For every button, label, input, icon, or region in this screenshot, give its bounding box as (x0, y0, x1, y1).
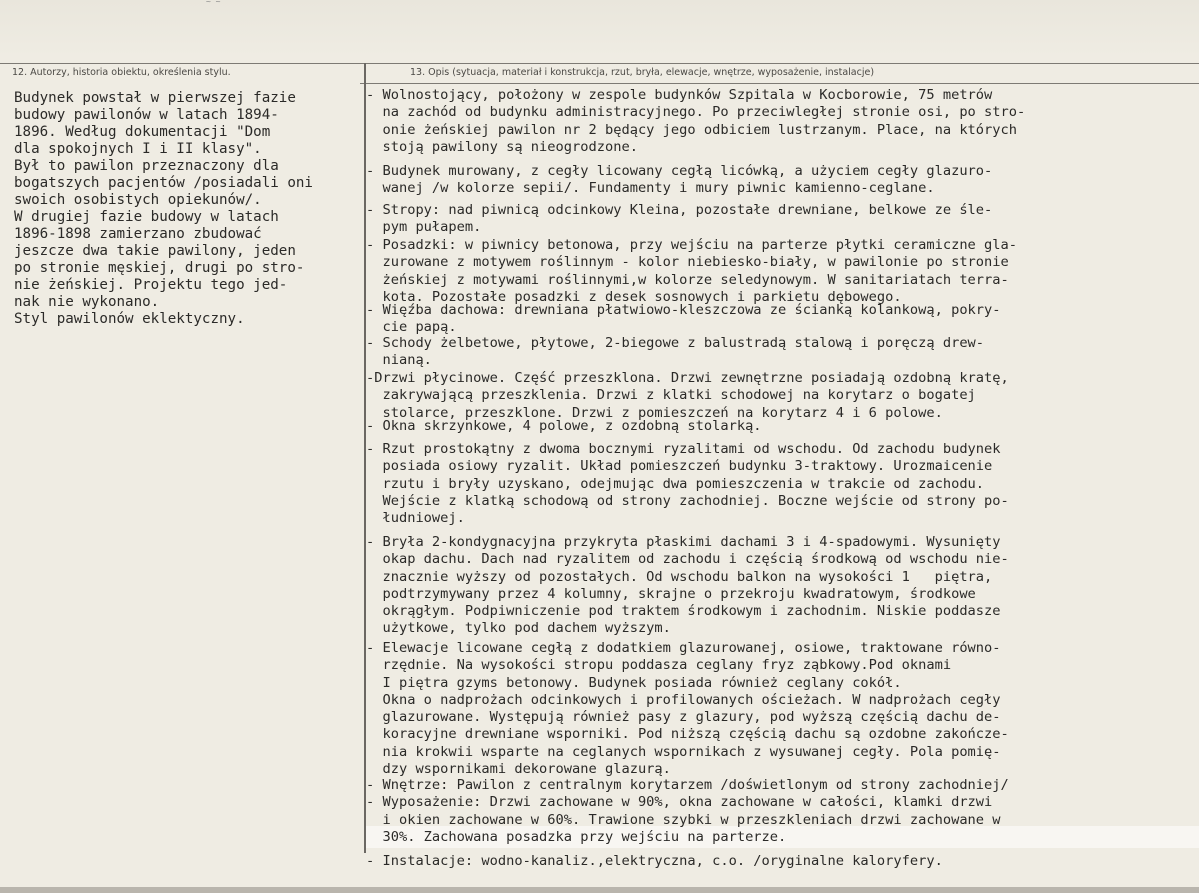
header-rule (0, 63, 1199, 64)
description-item-massing: - Bryła 2-kondygnacyjna przykryta płaskimi dachami 3 i 4-spadowymi. Wysunięty okap dachu. Dach nad ryzalitem od zachodu i częścią środkową od wschodu nie- znacznie wyższy od pozostałych. Od wschodu balkon na wysokości 1 piętra, podtrzymywany przez 4 kolumny, skrajne o przekroju kwadratowym, środkowe okrągłym. Podpiwniczenie pod traktem środkowym i zachodnim. Niskie poddasze użytkowe, tylko pod dachem wyższym. (366, 534, 1009, 637)
section-13-header: 13. Opis (sytuacja, materiał i konstrukcja, rzut, bryła, elewacje, wnętrze, wyposażenie, instalacje) (410, 67, 875, 78)
description-item-material: - Budynek murowany, z cegły licowany cegłą licówką, a użyciem cegły glazuro- wanej /w kolorze sepii/. Fundamenty i mury piwnic kamienno-ceglane. (366, 163, 993, 197)
description-item-floors: - Posadzki: w piwnicy betonowa, przy wejściu na parterze płytki ceramiczne gla- zurowane z motywem roślinnym - kolor niebiesko-biały, w pawilonie po stronie żeńskiej z motywami roślinnymi,w kolorze seledynowym. W sanitariatach terra- kota. Pozostałe posadzki z desek sosnowych i parkietu dębowego. (366, 237, 1018, 305)
description-item-windows: - Okna skrzynkowe, 4 polowe, z ozdobną stolarką. (366, 418, 762, 434)
header-rule-right (360, 83, 1199, 84)
top-margin (0, 0, 1199, 56)
description-item-roof: - Więźba dachowa: drewniana płatwiowo-kleszczowa ze ścianką kolankową, pokry- cie papą. (366, 302, 1001, 336)
description-item-stairs: - Schody żelbetowe, płytowe, 2-biegowe z balustradą stalową i poręczą drew- nianą. (366, 335, 985, 369)
description-item-elevations: - Elewacje licowane cegłą z dodatkiem glazurowanej, osiowe, traktowane równo- rzędnie. Na wysokości stropu poddasza ceglany fryz ząbkowy.Pod oknami I piętra gzyms betonowy. Budynek posiada również ceglany cokół. Okna o nadprożach odcinkowych i profilowanych ościeżach. W nadprożach cegły glazurowane. Występują również pasy z glazury, pod wyższą częścią dachu de- koracyjne drewniane wsporniki. Pod niższą częścią dachu są ozdobne zakończe- nia krokwii wsparte na ceglanych wspornikach z wysuwanej cegły. Pola pomię- dzy wspornikami dekorowane glazurą. (366, 640, 1009, 778)
scan-mark: ~ ~ (206, 0, 221, 6)
description-item-interior: - Wnętrze: Pawilon z centralnym korytarzem /doświetlonym od strony zachodniej/ - Wyposażenie: Drzwi zachowane w 90%, okna zachowane w całości, klamki drzwi i okien zachowane w 60%. Trawione szybki w przeszkleniach drzwi zachowane w 30%. Zachowana posadzka przy wejściu na parterze. (366, 777, 1009, 845)
description-item-doors: -Drzwi płycinowe. Część przeszklona. Drzwi zewnętrzne posiadają ozdobną kratę, zakrywającą przeszklenia. Drzwi z klatki schodowej na korytarz o bogatej stolarce, przeszklone. Drzwi z pomieszczeń na korytarz 4 i 6 polowe. (366, 370, 1009, 421)
history-text: Budynek powstał w pierwszej fazie budowy pawilonów w latach 1894- 1896. Według dokumentacji "Dom dla spokojnych I i II klasy". Był to pawilon przeznaczony dla bogatszych pacjentów /posiadali oni swoich osobistych opiekunów/. W drugiej fazie budowy w latach 1896-1898 zamierzano zbudować jeszcze dwa takie pawilony, jeden po stronie męskiej, drugi po stro- nie żeńskiej. Projektu tego jed- nak nie wykonano. Styl pawilonów eklektyczny. (14, 90, 313, 327)
description-item-location: - Wolnostojący, położony w zespole budynków Szpitala w Kocborowie, 75 metrów na zachód od budynku administracyjnego. Po przeciwległej stronie osi, po stro- onie żeńskiej pawilon nr 2 będący jego odbiciem lustrzanym. Place, na których stoją pawilony są nieogrodzone. (366, 87, 1026, 155)
description-item-installations: - Instalacje: wodno-kanaliz.,elektryczna, c.o. /oryginalne kaloryfery. (366, 853, 943, 869)
section-12-header: 12. Autorzy, historia obiektu, określenia stylu. (12, 67, 231, 78)
description-item-plan: - Rzut prostokątny z dwoma bocznymi ryzalitami od wschodu. Od zachodu budynek posiada osiowy ryzalit. Układ pomieszczeń budynku 3-traktowy. Urozmaicenie rzutu i bryły uzyskano, odejmując dwa pomieszczenia w trakcie od zachodu. Wejście z klatką schodową od strony zachodniej. Boczne wejście od strony po- łudniowej. (366, 441, 1009, 527)
description-item-ceilings: - Stropy: nad piwnicą odcinkowy Kleina, pozostałe drewniane, belkowe ze śle- pym pułapem. (366, 202, 993, 236)
